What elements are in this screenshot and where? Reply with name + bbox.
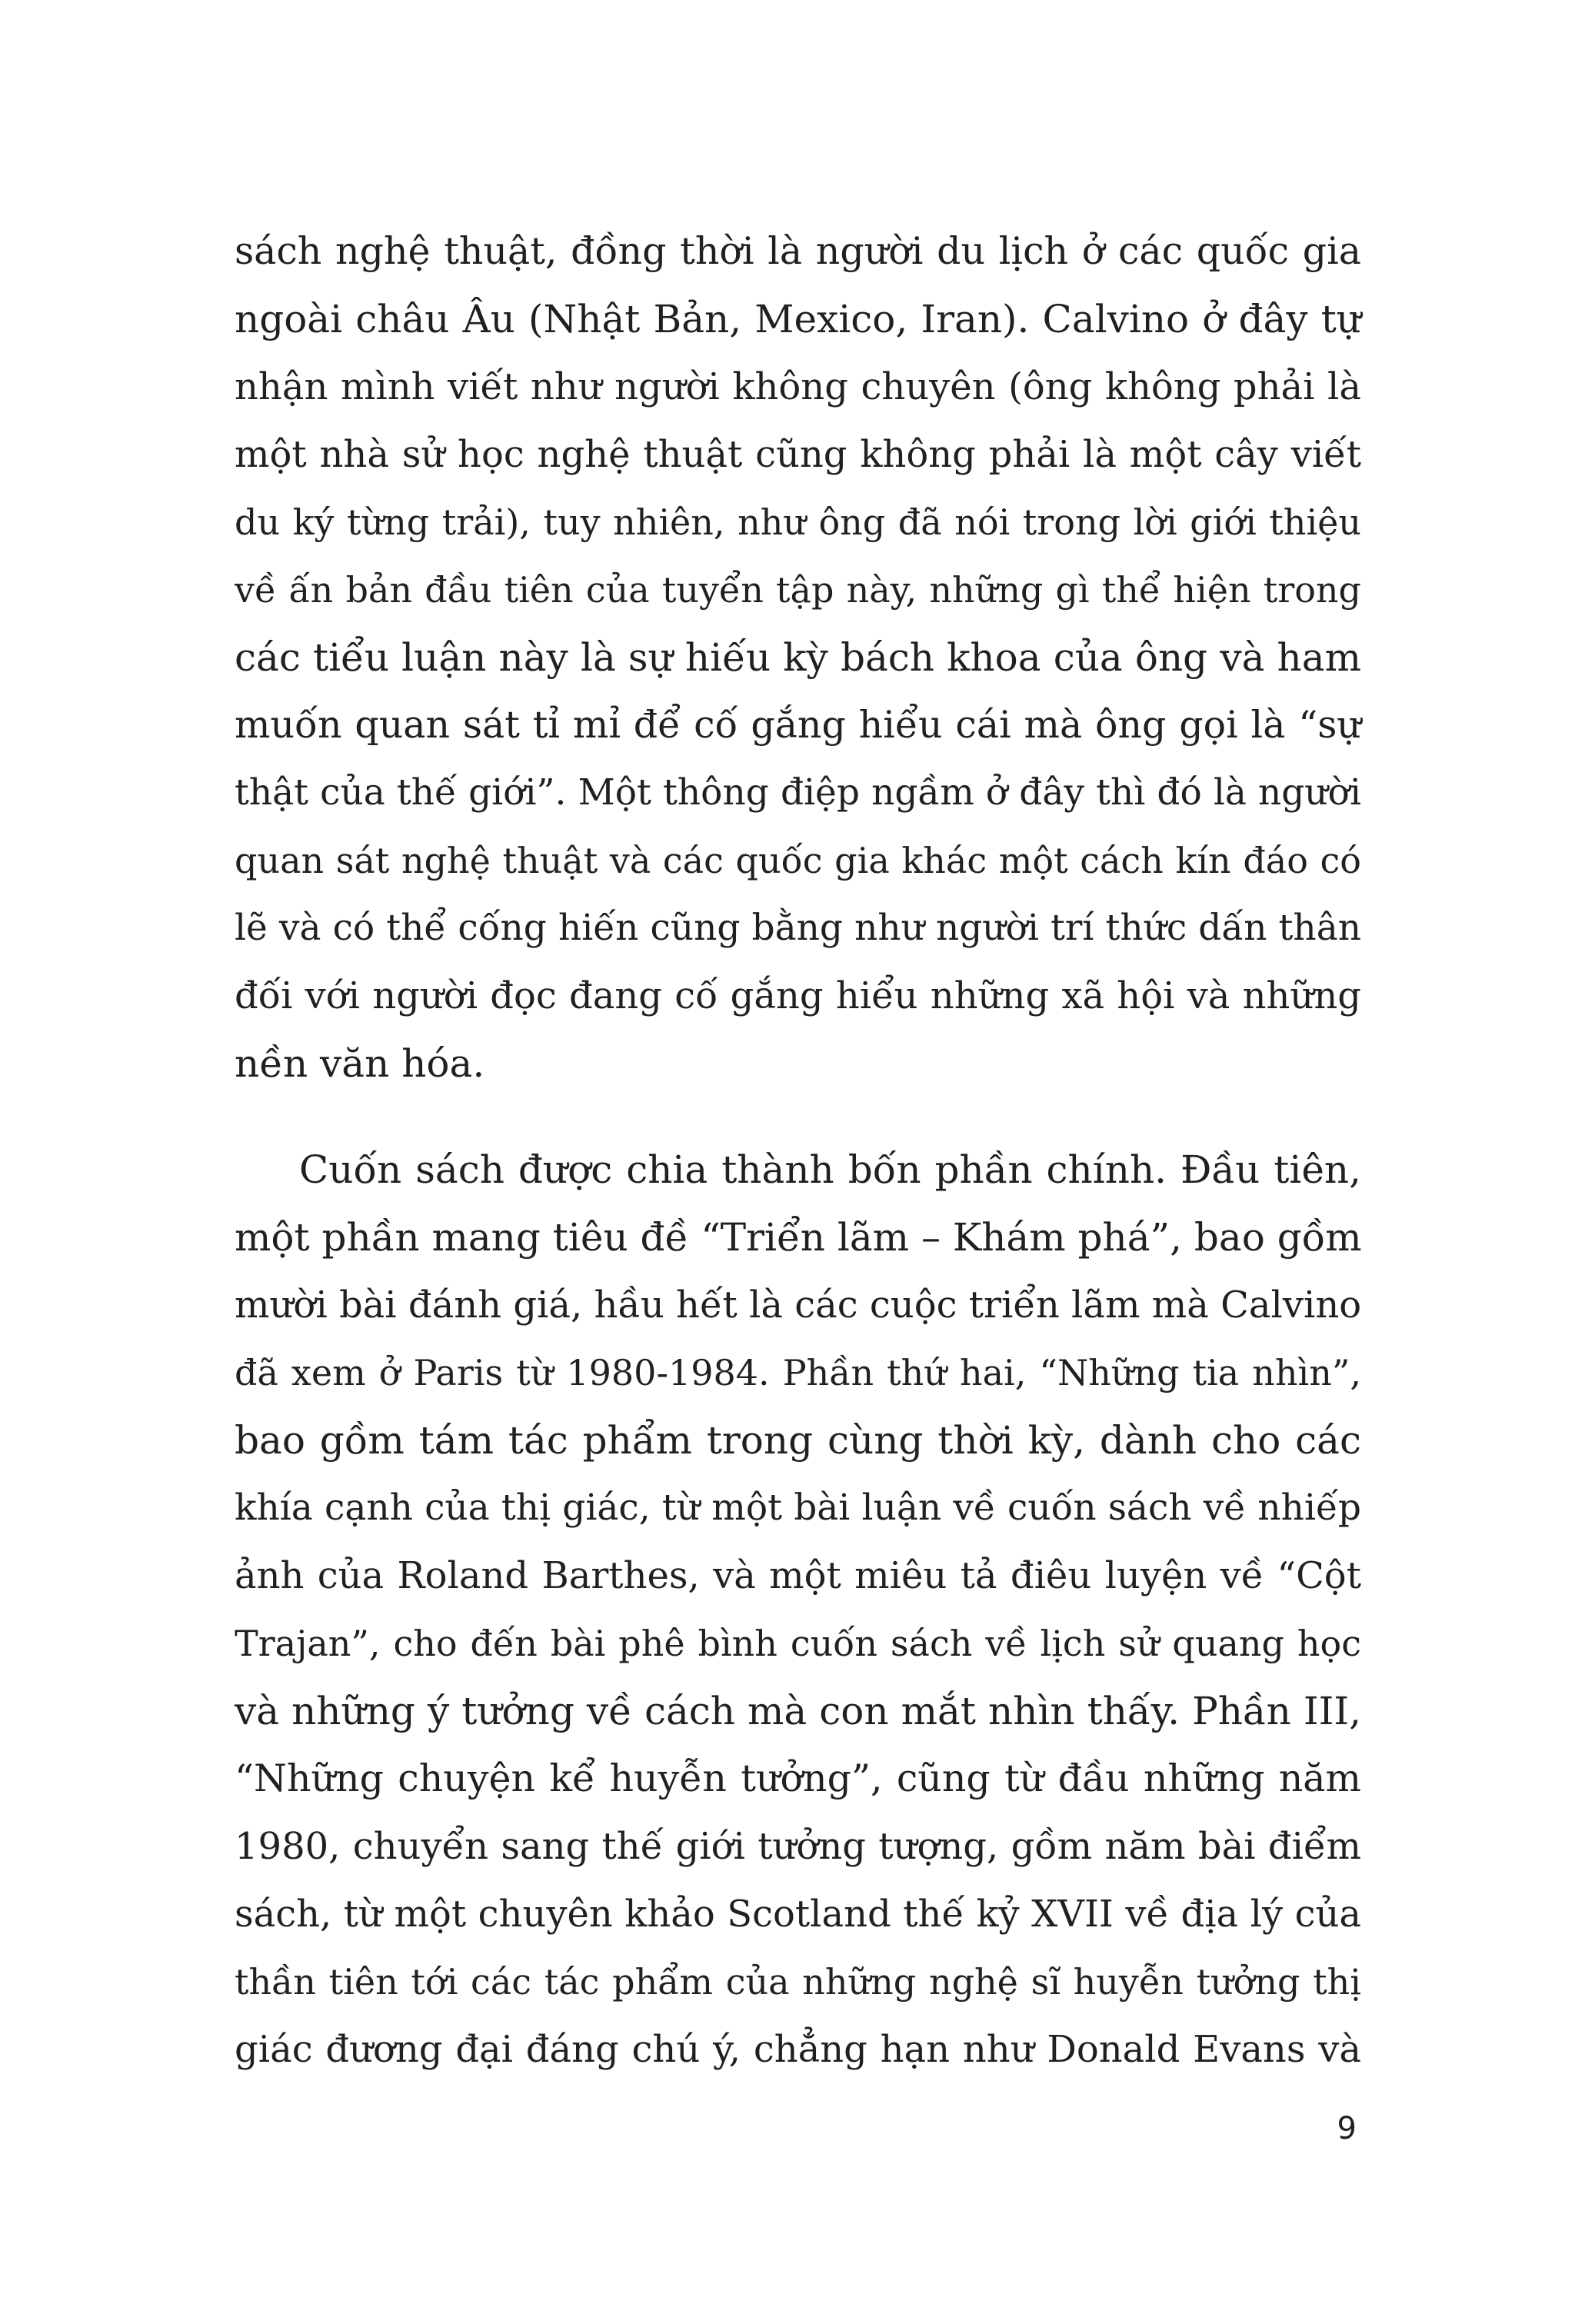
text-line: quan sát nghệ thuật và các quốc gia khác một cách kín đáo có — [235, 840, 1361, 881]
text-line: lẽ và có thể cống hiến cũng bằng như người trí thức dấn thân — [235, 907, 1361, 949]
text-line: thần tiên tới các tác phẩm của những nghệ sĩ huyễn tưởng thị — [235, 1961, 1361, 2003]
text-line: một nhà sử học nghệ thuật cũng không phải là một cây viết — [235, 433, 1361, 476]
page-number: 9 — [1337, 2111, 1357, 2146]
text-line: sách, từ một chuyên khảo Scotland thế kỷ XVII về địa lý của — [235, 1893, 1361, 1936]
text-line: đối với người đọc đang cố gắng hiểu những xã hội và những — [235, 974, 1361, 1017]
text-line: và những ý tưởng về cách mà con mắt nhìn thấy. Phần III, — [235, 1689, 1361, 1733]
body-text — [235, 218, 1361, 2083]
text-line: ảnh của Roland Barthes, và một miêu tả điêu luyện về “Cột — [235, 1554, 1361, 1597]
text-line: nền văn hóa. — [235, 1041, 485, 1086]
text-line: “Những chuyện kể huyễn tưởng”, cũng từ đầu những năm — [235, 1756, 1361, 1800]
text-line: đã xem ở Paris từ 1980-1984. Phần thứ hai, “Những tia nhìn”, — [235, 1352, 1361, 1393]
text-line: một phần mang tiêu đề “Triển lãm – Khám phá”, bao gồm — [235, 1215, 1362, 1260]
text-line: thật của thế giới”. Một thông điệp ngầm ở đây thì đó là người — [235, 771, 1361, 814]
text-line: khía cạnh của thị giác, từ một bài luận về cuốn sách về nhiếp — [235, 1487, 1361, 1529]
text-line: 1980, chuyển sang thế giới tưởng tượng, gồm năm bài điểm — [235, 1825, 1361, 1868]
text-line: sách nghệ thuật, đồng thời là người du lịch ở các quốc gia — [235, 229, 1361, 273]
text-line: bao gồm tám tác phẩm trong cùng thời kỳ, dành cho các — [235, 1418, 1361, 1463]
text-line: ngoài châu Âu (Nhật Bản, Mexico, Iran). Calvino ở đây tự — [235, 297, 1361, 341]
text-line: muốn quan sát tỉ mỉ để cố gắng hiểu cái mà ông gọi là “sự — [235, 703, 1361, 747]
text-line: các tiểu luận này là sự hiếu kỳ bách khoa của ông và ham — [235, 635, 1361, 680]
text-line: mười bài đánh giá, hầu hết là các cuộc triển lãm mà Calvino — [235, 1284, 1362, 1327]
paragraph-gap — [235, 1097, 1361, 1136]
paragraph — [235, 218, 1361, 1097]
text-line: Trajan”, cho đến bài phê bình cuốn sách về lịch sử quang học — [235, 1623, 1361, 1664]
text-line: giác đương đại đáng chú ý, chẳng hạn như Donald Evans và — [235, 2028, 1361, 2071]
text-line: du ký từng trải), tuy nhiên, như ông đã nói trong lời giới thiệu — [235, 501, 1361, 543]
text-line: về ấn bản đầu tiên của tuyển tập này, những gì thể hiện trong — [235, 569, 1361, 611]
paragraph — [235, 1136, 1361, 2083]
text-line: Cuốn sách được chia thành bốn phần chính. Đầu tiên, — [299, 1147, 1361, 1192]
text-line: nhận mình viết như người không chuyên (ông không phải là — [235, 365, 1361, 408]
